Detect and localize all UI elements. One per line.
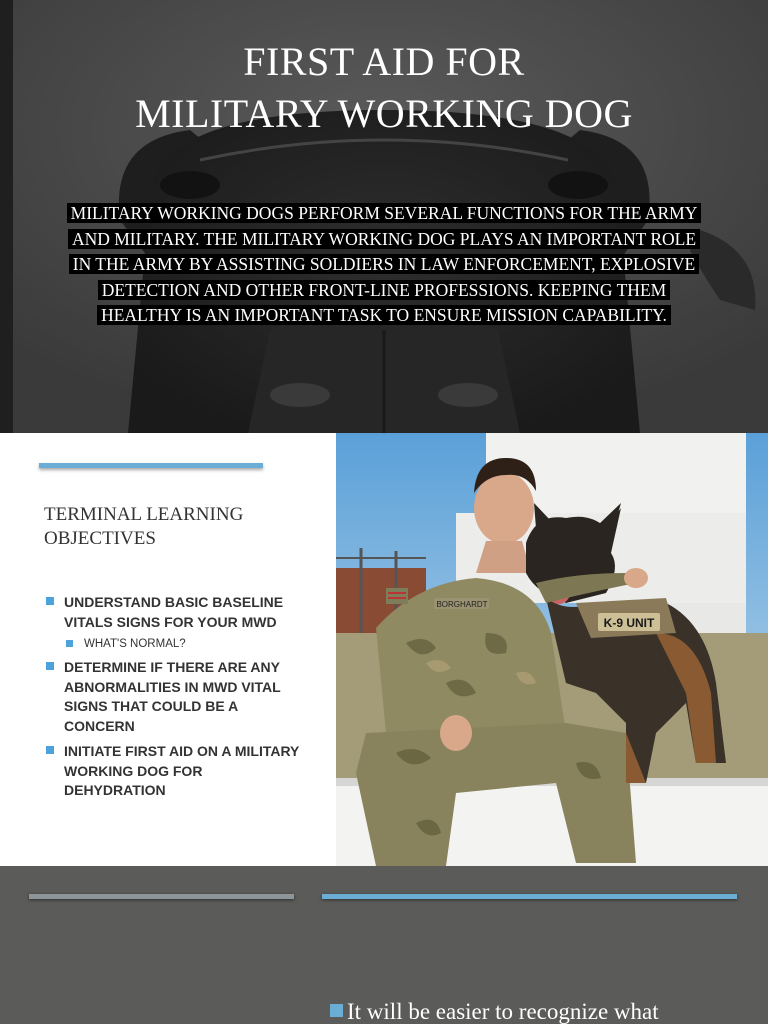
title-line-2: MILITARY WORKING DOG [135,91,633,136]
soldier-and-dog-illustration [336,433,768,866]
square-bullet-icon [46,746,54,754]
description-box [62,201,706,329]
objectives-heading [44,503,304,551]
accent-bar [39,463,263,468]
vest-label-text: K-9 UNIT [603,616,655,630]
list-item [46,658,306,736]
slide-title [0,36,768,140]
square-bullet-icon [46,662,54,670]
slide3-bullet [330,998,750,1024]
list-item-text: DETERMINE IF THERE ARE ANY ABNORMALITIES IN MWD VITAL SIGNS THAT COULD BE A CONCERN [64,659,281,734]
soldier-and-dog-photo [336,433,768,866]
heading-line-2: OBJECTIVES [44,528,156,549]
title-slide [0,0,768,433]
next-slide [0,866,768,1024]
heading-line-1: TERMINAL LEARNING [44,504,244,525]
list-item [46,593,306,632]
description-text: MILITARY WORKING DOGS PERFORM SEVERAL FUNCTIONS FOR THE ARMY AND MILITARY. THE MILITARY WORKING DOG PLAYS AN IMPORTANT ROLE IN THE ARMY BY ASSISTING SOLDIERS IN LAW ENFORCEMENT, EXPLOSIVE DETECTION AND OTHER FRONT-LINE PROFESSIONS. KEEPING THEM HEALTHY IS AN IMPORTANT TASK TO ENSURE MISSION CAPABILITY. [67,203,702,325]
list-item-text: UNDERSTAND BASIC BASELINE VITALS SIGNS FOR YOUR MWD [64,594,284,630]
objectives-list [46,593,306,807]
slide3-bullet-text: It will be easier to recognize what [347,999,659,1024]
gray-accent-bar [29,894,294,899]
objectives-slide [0,433,768,866]
title-line-1: FIRST AID FOR [243,39,525,84]
sub-list-item [46,636,306,652]
list-item-text: INITIATE FIRST AID ON A MILITARY WORKING DOG FOR DEHYDRATION [64,743,300,798]
list-item [46,742,306,801]
square-bullet-icon [66,640,73,647]
square-bullet-icon [330,1004,343,1017]
square-bullet-icon [46,597,54,605]
blue-accent-bar [322,894,737,899]
name-tape-text: BORGHARDT [436,600,488,609]
sub-list-item-text: WHAT'S NORMAL? [84,638,186,650]
